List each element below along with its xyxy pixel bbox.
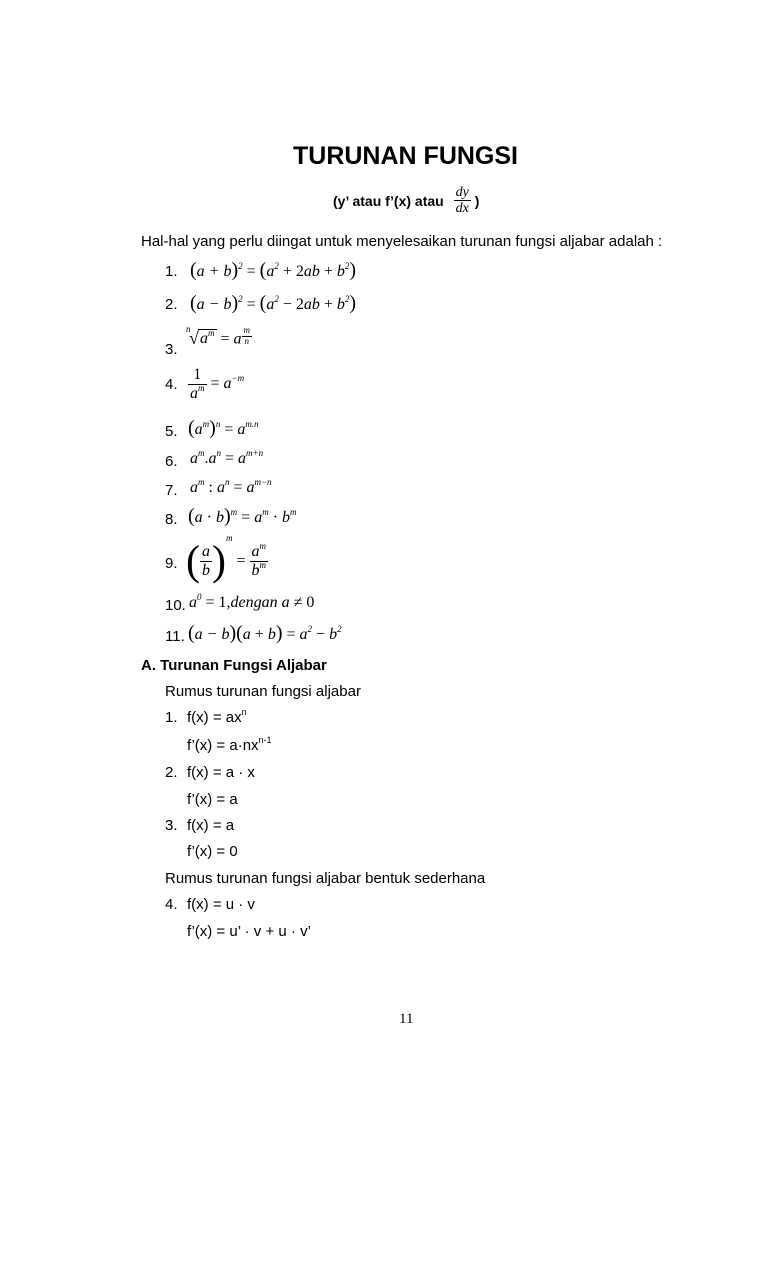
rule-number: 2. xyxy=(165,296,178,313)
subtitle xyxy=(333,185,479,217)
section-a-heading: A. Turunan Fungsi Aljabar xyxy=(141,657,327,674)
rule-1-formula: $(a + b)^2 = (a^2 + 2ab + b^2)$ xyxy=(190,259,357,281)
derivative-exponent: n-1 xyxy=(258,735,272,745)
section-a-intro-2: Rumus turunan fungsi aljabar bentuk sederhana xyxy=(165,870,486,887)
rule-9-formula: ( $\frac{a}{b}$ )$^m$ = $\frac{a^m}{b^m}$ xyxy=(186,533,267,585)
rule-number: 8. xyxy=(165,511,178,528)
dy-dx-fraction xyxy=(454,185,471,217)
rule-number: 6. xyxy=(165,453,178,470)
intro-paragraph: Hal-hal yang perlu diingat untuk menyelesaikan turunan fungsi aljabar adalah : xyxy=(141,233,663,250)
rule-number: 1. xyxy=(165,263,178,280)
rule-number: 9. xyxy=(165,555,178,572)
rule-3-formula: n √ $a^m = a$ $\frac{m}{n}$ xyxy=(186,324,251,349)
item-function xyxy=(187,709,247,726)
item-function: f(x) = a · x xyxy=(187,764,255,781)
rule-number: 5. xyxy=(165,423,178,440)
rule-number: 10. xyxy=(165,597,186,614)
derivative-text: f’(x) = a·nx xyxy=(187,737,259,754)
item-derivative: f’(x) = a xyxy=(187,791,238,808)
rule-number: 3. xyxy=(165,341,178,358)
page-number: 11 xyxy=(399,1011,414,1027)
fraction-denominator: dx xyxy=(455,201,469,217)
fraction-numerator: dy xyxy=(455,185,469,200)
item-number: 1. xyxy=(165,709,178,726)
rule-number: 4. xyxy=(165,376,178,393)
rule-5-formula: $(a^m)^n = a^{m.n}$ xyxy=(188,417,259,439)
subtitle-text: (y’ atau f’(x) atau xyxy=(333,192,444,209)
subtitle-close: ) xyxy=(474,192,480,209)
section-a-intro: Rumus turunan fungsi aljabar xyxy=(165,683,361,700)
rule-11-formula: $(a - b)(a + b) = a^2 - b^2$ xyxy=(188,622,342,644)
rule-number: 7. xyxy=(165,482,178,499)
function-text: f(x) = ax xyxy=(187,709,242,726)
rule-10-formula: $a^0$ = 1,dengan a ≠ 0 xyxy=(189,592,315,611)
rule-8-formula: $(a \cdot b)^m = a^m \cdot b^m$ xyxy=(188,505,297,527)
item-derivative: f’(x) = u’ · v + u · v’ xyxy=(187,923,311,940)
page-title: TURUNAN FUNGSI xyxy=(293,142,518,170)
rule-2-formula: $(a - b)^2 = (a^2 - 2ab + b^2)$ xyxy=(190,292,357,314)
item-derivative: f’(x) = 0 xyxy=(187,843,238,860)
function-exponent: n xyxy=(241,707,247,717)
rule-4-formula: $\frac{1}{a^m}$ = $a^{-m}$ xyxy=(190,366,245,402)
item-function: f(x) = a xyxy=(187,817,235,834)
rule-7-formula: $a^m$ : $a^n = a^{m-n}$ xyxy=(190,477,272,496)
rule-number: 11. xyxy=(165,628,185,645)
item-number: 4. xyxy=(165,896,178,913)
item-function: f(x) = u · v xyxy=(187,896,255,913)
rule-6-formula: $a^m.a^n = a^{m+n}$ xyxy=(190,448,264,467)
item-number: 2. xyxy=(165,764,178,781)
item-derivative xyxy=(187,737,272,754)
item-number: 3. xyxy=(165,817,178,834)
